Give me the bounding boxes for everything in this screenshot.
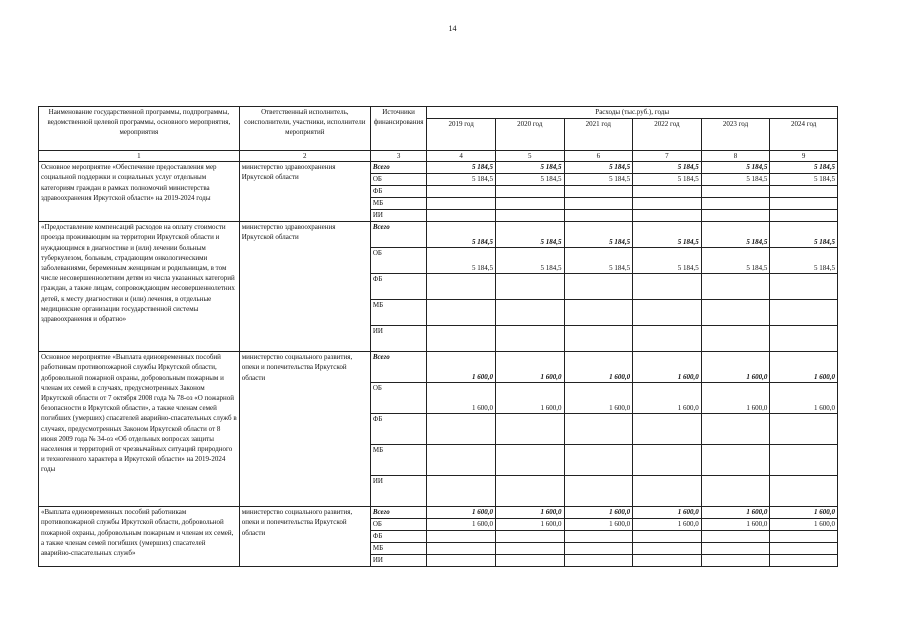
table-body [39,162,838,567]
expense-value: 1 600,0 [633,519,702,531]
expense-value: 1 600,0 [633,352,702,383]
expense-value [564,476,633,507]
expense-value [495,555,564,567]
expense-value [564,445,633,476]
expense-value: 5 184,5 [770,248,838,274]
table-row [39,222,838,248]
funding-source: Всего [370,352,426,383]
expense-value [495,186,564,198]
expense-value: 1 600,0 [701,519,770,531]
expense-value [770,414,838,445]
expense-value: 5 184,5 [770,174,838,186]
funding-source: ФБ [370,414,426,445]
column-number: 3 [370,151,426,162]
expense-value [701,326,770,352]
expense-value [701,414,770,445]
measure-name: «Выплата единовременных пособий работникам противопожарной службы Иркутской области, добровольной пожарной охраны, добровольным пожарным и членам их семей, а также членам семей погибших (умерших) спасателей аварийно-спасательных служб» [39,507,240,567]
expense-value: 1 600,0 [564,519,633,531]
executor-name: министерство социального развития, опеки и попечительства Иркутской области [239,507,370,567]
expense-value [427,300,496,326]
expense-value [564,210,633,222]
expense-value [770,300,838,326]
header-name: Наименование государственной программы, подпрограммы, ведомственной целевой программы, основного мероприятия, мероприятия [39,107,240,151]
expense-value [633,326,702,352]
expense-value [427,326,496,352]
funding-source: МБ [370,198,426,210]
expense-value [770,476,838,507]
funding-source: ФБ [370,531,426,543]
page-number: 14 [448,24,457,33]
executor-name: министерство социального развития, опеки и попечительства Иркутской области [239,352,370,507]
expense-value: 1 600,0 [564,383,633,414]
funding-source: МБ [370,445,426,476]
expense-value [564,555,633,567]
funding-source: ФБ [370,186,426,198]
expense-value [495,198,564,210]
expense-value: 5 184,5 [564,222,633,248]
table-row [39,162,838,174]
funding-source: ОБ [370,248,426,274]
expense-value [770,274,838,300]
expense-value: 5 184,5 [495,222,564,248]
table-row [39,507,838,519]
expense-value [770,555,838,567]
expense-value: 5 184,5 [701,248,770,274]
expense-value: 1 600,0 [427,352,496,383]
header-executor: Ответственный исполнитель, соисполнители, участники, исполнители мероприятий [239,107,370,151]
expense-value [633,531,702,543]
expense-value: 5 184,5 [495,162,564,174]
expense-value [701,274,770,300]
expense-value [701,543,770,555]
header-source: Источники финансирования [370,107,426,151]
expense-value: 1 600,0 [701,352,770,383]
expense-value [495,531,564,543]
expense-value [564,414,633,445]
expense-value: 1 600,0 [427,519,496,531]
expense-value: 1 600,0 [495,383,564,414]
funding-source: МБ [370,300,426,326]
expense-value [564,326,633,352]
expense-value: 5 184,5 [564,162,633,174]
expense-value: 1 600,0 [495,507,564,519]
funding-source: ФБ [370,274,426,300]
expense-value: 5 184,5 [770,222,838,248]
expense-value: 5 184,5 [564,174,633,186]
header-year: 2022 год [633,119,702,151]
expense-value [701,300,770,326]
expense-value: 5 184,5 [427,162,496,174]
expense-value [770,543,838,555]
expense-value: 1 600,0 [495,519,564,531]
expense-value: 1 600,0 [564,352,633,383]
expense-value: 1 600,0 [701,507,770,519]
expense-value [495,274,564,300]
expense-value [770,186,838,198]
column-number: 4 [427,151,496,162]
expense-value [633,445,702,476]
expense-value [770,326,838,352]
expense-value [495,326,564,352]
expense-value: 1 600,0 [770,507,838,519]
funding-source: ИИ [370,555,426,567]
funding-source: Всего [370,222,426,248]
expense-value [633,543,702,555]
funding-source: Всего [370,162,426,174]
expense-value: 5 184,5 [427,174,496,186]
expense-value [495,210,564,222]
funding-source: ИИ [370,210,426,222]
funding-source: МБ [370,543,426,555]
expense-value [564,543,633,555]
expense-value [633,186,702,198]
expense-value [633,476,702,507]
measure-name: Основное мероприятие «Обеспечение предоставления мер социальной поддержки и социальных услуг отдельным категориям граждан в рамках полномочий министерства здравоохранения Иркутской области» на 2019-2024 годы [39,162,240,222]
expense-value: 1 600,0 [770,383,838,414]
expense-value [633,210,702,222]
expense-value [701,445,770,476]
expense-value: 5 184,5 [633,174,702,186]
header-year: 2024 год [770,119,838,151]
expense-value: 1 600,0 [770,519,838,531]
expense-value [427,445,496,476]
funding-source: Всего [370,507,426,519]
expense-value [701,210,770,222]
expense-value: 1 600,0 [495,352,564,383]
expense-value [770,445,838,476]
expense-value: 5 184,5 [701,174,770,186]
expense-value: 1 600,0 [427,507,496,519]
header-year: 2021 год [564,119,633,151]
expense-value [701,186,770,198]
column-number: 5 [495,151,564,162]
expense-value: 1 600,0 [701,383,770,414]
expense-value [633,555,702,567]
column-number: 6 [564,151,633,162]
expense-value: 5 184,5 [633,248,702,274]
funding-source: ОБ [370,383,426,414]
expense-value: 5 184,5 [427,248,496,274]
expense-value: 5 184,5 [701,222,770,248]
expense-value: 5 184,5 [633,222,702,248]
expense-value [427,531,496,543]
expense-value [633,198,702,210]
executor-name: министерство здравоохранения Иркутской области [239,162,370,222]
header-year: 2019 год [427,119,496,151]
expense-value: 1 600,0 [770,352,838,383]
expense-value [427,210,496,222]
expense-value: 1 600,0 [427,383,496,414]
expense-value [427,274,496,300]
expense-value: 5 184,5 [564,248,633,274]
column-number: 1 [39,151,240,162]
funding-source: ОБ [370,174,426,186]
expense-value [427,555,496,567]
expense-value [495,476,564,507]
executor-name: министерство здравоохранения Иркутской области [239,222,370,352]
expense-value [633,300,702,326]
funding-source: ОБ [370,519,426,531]
header-year: 2023 год [701,119,770,151]
expense-value: 5 184,5 [427,222,496,248]
expense-value [495,445,564,476]
expense-value [427,198,496,210]
header-expenses: Расходы (тыс.руб.), годы [427,107,838,119]
expense-value [564,198,633,210]
expense-value [633,414,702,445]
expense-value [495,414,564,445]
expense-value: 1 600,0 [633,507,702,519]
expense-value [427,476,496,507]
expense-value: 1 600,0 [564,507,633,519]
expense-value [427,543,496,555]
expense-value [564,531,633,543]
expense-value [770,531,838,543]
funding-source: ИИ [370,326,426,352]
expense-value [495,300,564,326]
measure-name: Основное мероприятие «Выплата единовременных пособий работникам противопожарной службы Иркутской области, добровольной пожарной охраны, добровольным пожарным и членам их семей в случаях, предусмотренных Законом Иркутской области от 7 октября 2008 года № 78-оз «О пожарной безопасности в Иркутской области», а также членам семей погибших (умерших) спасателей аварийно-спасательных служб в случаях, предусмотренных Законом Иркутской области от 8 июня 2009 года № 34-оз «Об отдельных вопросах защиты населения и территорий от чрезвычайных ситуаций природного и техногенного характера в Иркутской области» на 2019-2024 годы [39,352,240,507]
expense-value [427,414,496,445]
column-number: 9 [770,151,838,162]
expense-value [564,274,633,300]
measure-name: «Предоставление компенсаций расходов на оплату стоимости проезда проживающим на территории Иркутской области и нуждающимся в диагностике и (или) лечении больным туберкулезом, больным, страдающим онкологическими заболеваниями, беременным женщинам и родильницам, в том числе несовершеннолетним детям из числа указанных категорий граждан, а также лицам, сопровождающим несовершеннолетних детей, к месту диагностики и (или) лечения, в отдельные медицинские организации государственной системы здравоохранения и обратно» [39,222,240,352]
expense-value [701,555,770,567]
expense-value [495,543,564,555]
expense-value [701,198,770,210]
expense-value: 1 600,0 [633,383,702,414]
expense-value: 5 184,5 [770,162,838,174]
expense-value [564,300,633,326]
expense-value [770,210,838,222]
column-number: 7 [633,151,702,162]
expense-value [701,476,770,507]
header-year: 2020 год [495,119,564,151]
expense-value [427,186,496,198]
expense-value [564,186,633,198]
expense-value [770,198,838,210]
expense-value: 5 184,5 [701,162,770,174]
expense-value [701,531,770,543]
column-number: 2 [239,151,370,162]
table-row [39,352,838,383]
expense-value: 5 184,5 [495,174,564,186]
funding-source: ИИ [370,476,426,507]
expense-value: 5 184,5 [495,248,564,274]
expense-value [633,274,702,300]
column-number: 8 [701,151,770,162]
expense-value: 5 184,5 [633,162,702,174]
expenses-table [38,106,838,567]
